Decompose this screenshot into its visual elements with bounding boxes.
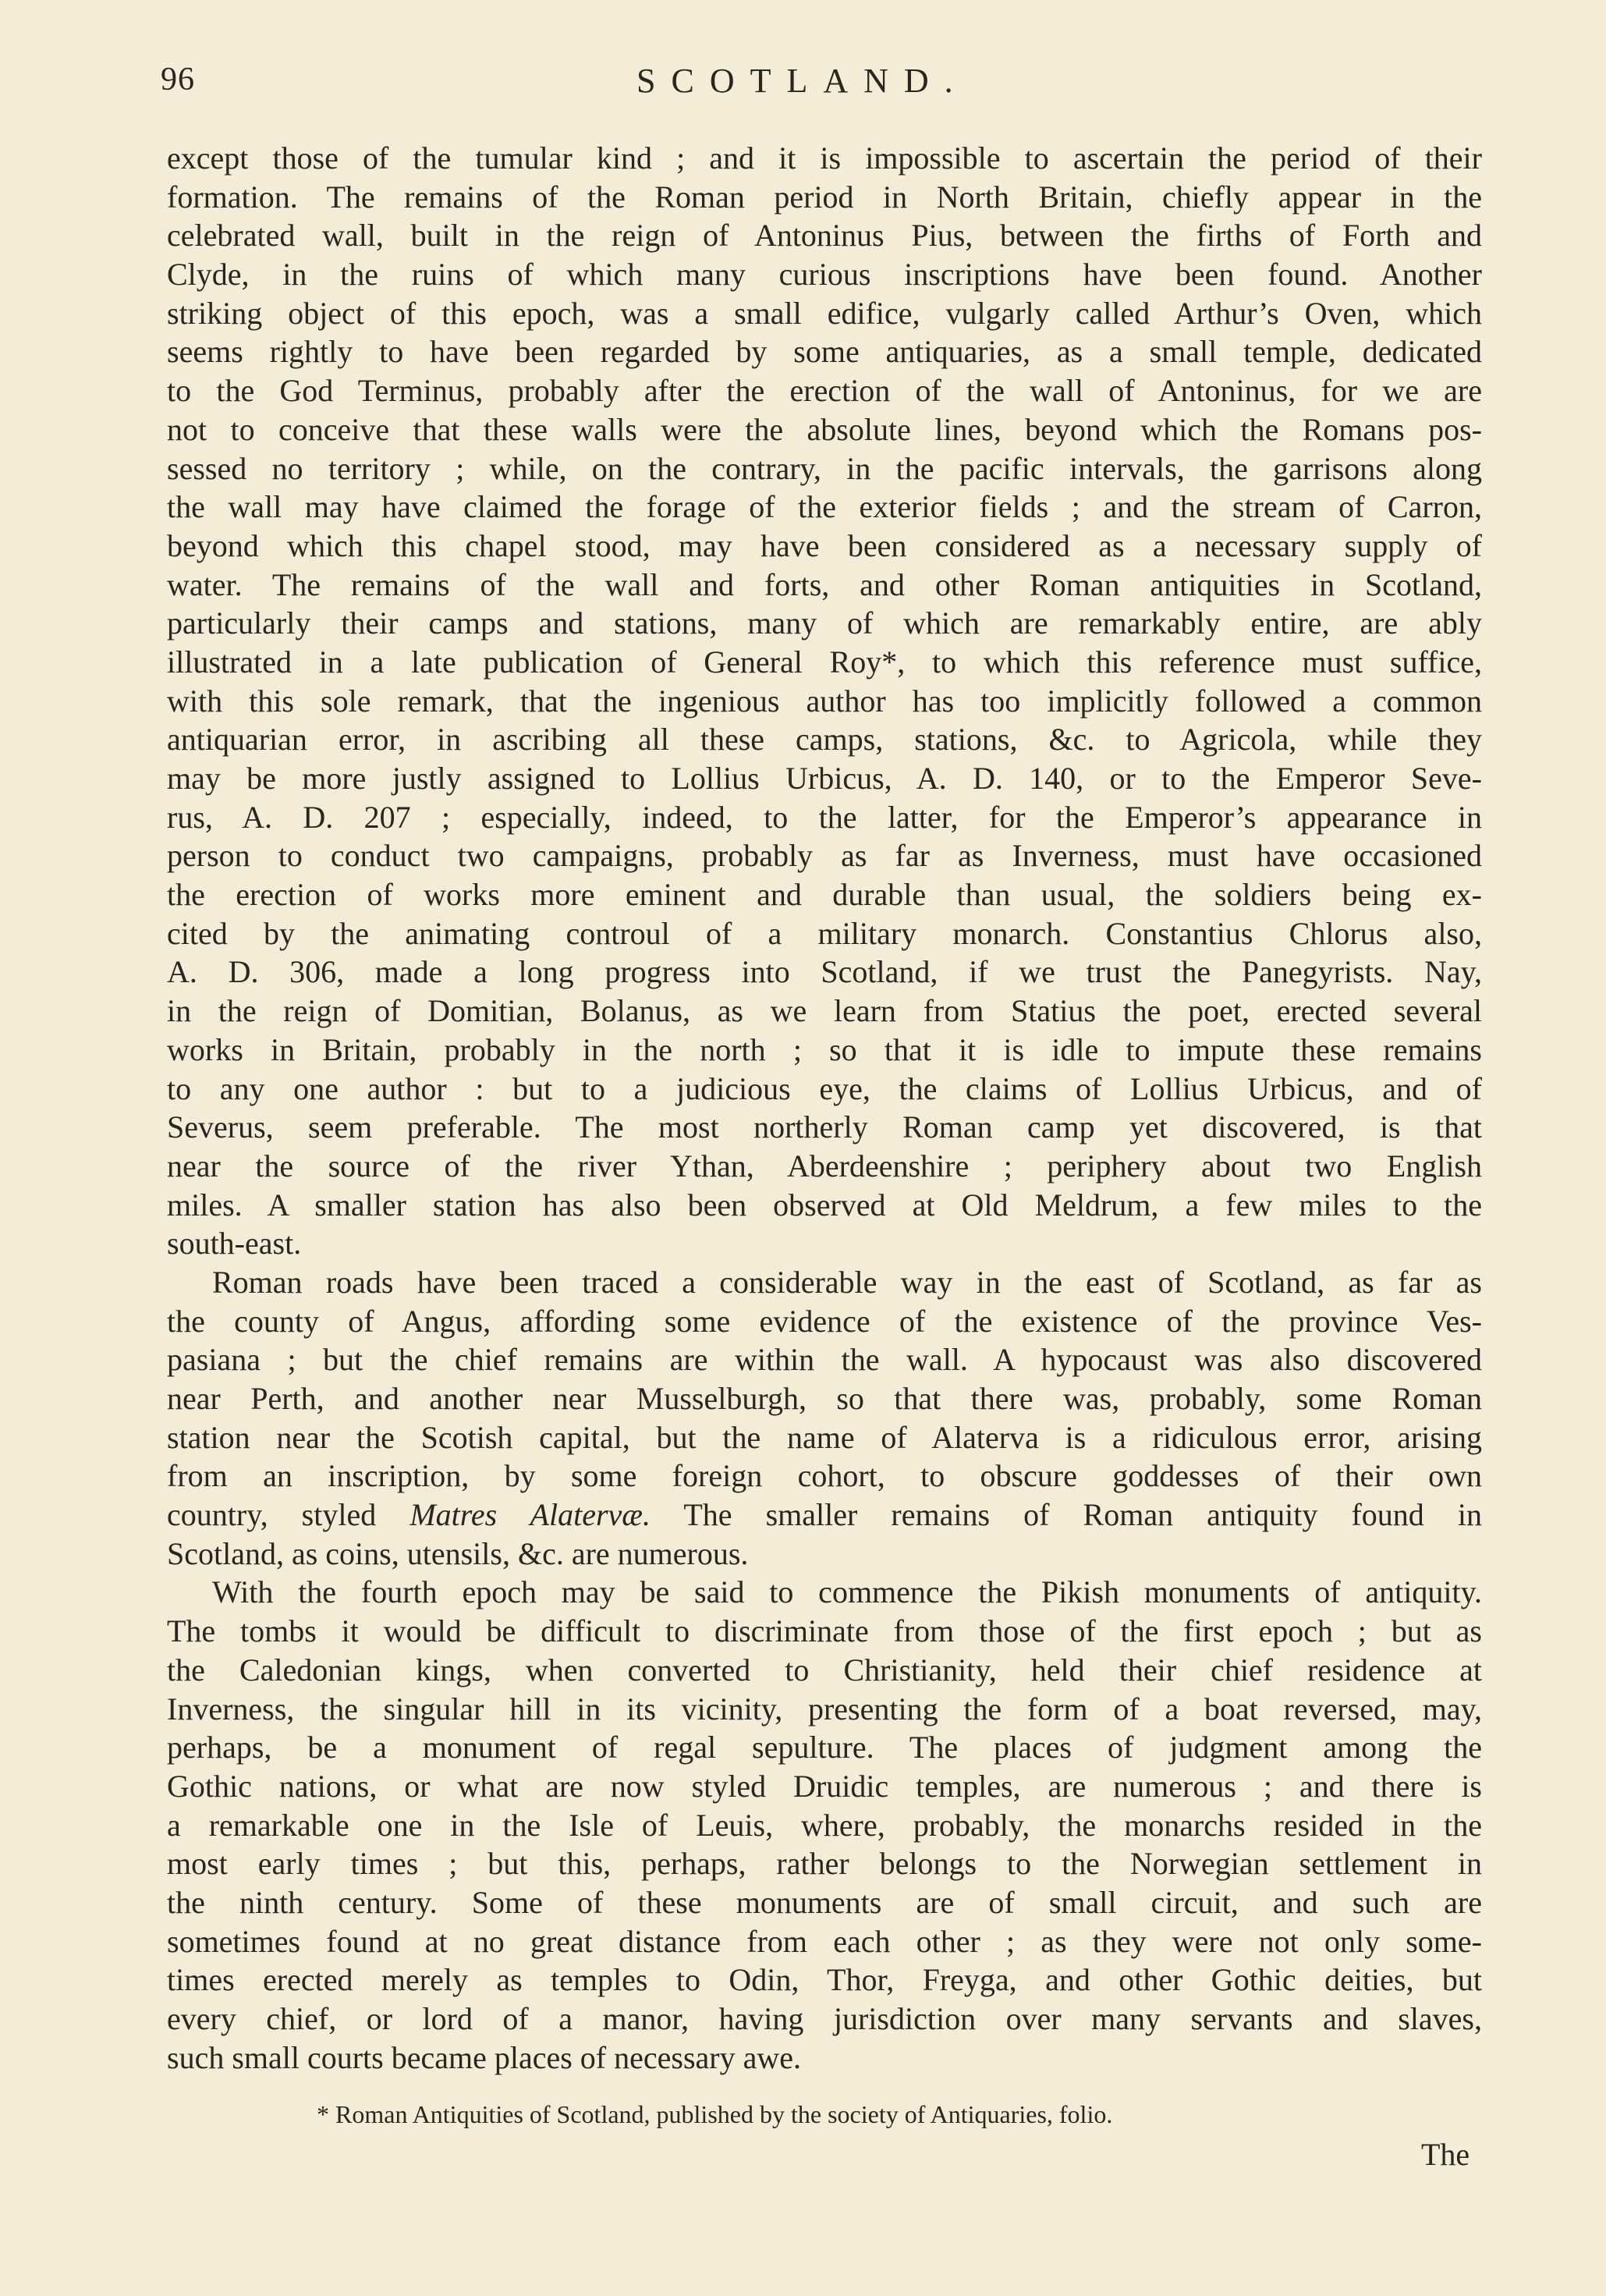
text-line: formation. The remains of the Roman period in North Britain, chiefly appear in the xyxy=(167,179,1482,215)
text-line: Inverness, the singular hill in its vicinity, presenting the form of a boat reversed, may, xyxy=(167,1691,1482,1726)
text-fragment: country, styled xyxy=(167,1497,377,1533)
text-line: A. D. 306, made a long progress into Scotland, if we trust the Panegyrists. Nay, xyxy=(167,954,1482,990)
text-line: to any one author : but to a judicious eye, the claims of Lollius Urbicus, and of xyxy=(167,1070,1482,1106)
text-line: water. The remains of the wall and forts, and other Roman antiquities in Scotland, xyxy=(167,566,1482,602)
text-line: times erected merely as temples to Odin, Thor, Freyga, and other Gothic deities, but xyxy=(167,1962,1482,1998)
text-line: the erection of works more eminent and durable than usual, the soldiers being ex- xyxy=(167,877,1482,913)
text-line: works in Britain, probably in the north ; so that it is idle to impute these remains xyxy=(167,1031,1482,1067)
text-line: not to conceive that these walls were the absolute lines, beyond which the Romans pos- xyxy=(167,411,1482,447)
text-line: Roman roads have been traced a considerable way in the east of Scotland, as far as xyxy=(212,1264,1482,1300)
text-line: most early times ; but this, perhaps, rather belongs to the Norwegian settlement in xyxy=(167,1846,1482,1882)
catchword: The xyxy=(1421,2137,1470,2172)
text-line: rus, A. D. 207 ; especially, indeed, to the latter, for the Emperor’s appearance in xyxy=(167,799,1482,835)
text-line: beyond which this chapel stood, may have been considered as a necessary supply of xyxy=(167,527,1482,563)
running-head: SCOTLAND. xyxy=(636,62,969,100)
text-line: to the God Terminus, probably after the erection of the wall of Antoninus, for we are xyxy=(167,373,1482,409)
text-line: the Caledonian kings, when converted to Christianity, held their chief residence at xyxy=(167,1652,1482,1687)
text-line: the ninth century. Some of these monuments are of small circuit, and such are xyxy=(167,1884,1482,1920)
text-line: sometimes found at no great distance from each other ; as they were not only some- xyxy=(167,1923,1482,1959)
text-line: striking object of this epoch, was a small edifice, vulgarly called Arthur’s Oven, which xyxy=(167,295,1482,331)
text-line: perhaps, be a monument of regal sepulture. The places of judgment among the xyxy=(167,1730,1482,1765)
text-line: With the fourth epoch may be said to commence the Pikish monuments of antiquity. xyxy=(212,1574,1482,1610)
text-line: cited by the animating controul of a military monarch. Constantius Chlorus also, xyxy=(167,915,1482,951)
text-line: pasiana ; but the chief remains are within the wall. A hypocaust was also discovered xyxy=(167,1342,1482,1378)
text-line: every chief, or lord of a manor, having jurisdiction over many servants and slaves, xyxy=(167,2001,1482,2036)
text-line: Scotland, as coins, utensils, &c. are numerous. xyxy=(167,1535,749,1571)
text-line: Severus, seem preferable. The most northerly Roman camp yet discovered, is that xyxy=(167,1109,1482,1145)
text-line: may be more justly assigned to Lollius Urbicus, A. D. 140, or to the Emperor Seve- xyxy=(167,761,1482,796)
text-line: illustrated in a late publication of General Roy*, to which this reference must suffice, xyxy=(167,644,1482,680)
italic-name: Matres Alatervæ. xyxy=(409,1497,651,1533)
text-line: from an inscription, by some foreign cohort, to obscure goddesses of their own xyxy=(167,1458,1482,1494)
page-number: 96 xyxy=(161,62,195,98)
text-fragment: The smaller remains of Roman antiquity found in xyxy=(650,1497,1482,1533)
text-line: the county of Angus, affording some evidence of the existence of the province Ves- xyxy=(167,1303,1482,1339)
text-line-with-italic xyxy=(167,1496,1482,1535)
text-line: except those of the tumular kind ; and it is impossible to ascertain the period of their xyxy=(167,140,1482,176)
footnote: * Roman Antiquities of Scotland, published by the society of Antiquaries, folio. xyxy=(317,2100,1113,2128)
text-line: Gothic nations, or what are now styled Druidic temples, are numerous ; and there is xyxy=(167,1768,1482,1804)
text-line: with this sole remark, that the ingenious author has too implicitly followed a common xyxy=(167,683,1482,719)
text-line: The tombs it would be difficult to discriminate from those of the first epoch ; but as xyxy=(167,1613,1482,1649)
text-line: a remarkable one in the Isle of Leuis, where, probably, the monarchs resided in the xyxy=(167,1807,1482,1843)
text-line: particularly their camps and stations, many of which are remarkably entire, are ably xyxy=(167,605,1482,641)
text-line: near the source of the river Ythan, Aberdeenshire ; periphery about two English xyxy=(167,1148,1482,1183)
text-line: seems rightly to have been regarded by some antiquaries, as a small temple, dedicated xyxy=(167,334,1482,370)
text-line: near Perth, and another near Musselburgh, so that there was, probably, some Roman xyxy=(167,1381,1482,1416)
text-line: person to conduct two campaigns, probably as far as Inverness, must have occasioned xyxy=(167,838,1482,874)
text-line: sessed no territory ; while, on the contrary, in the pacific intervals, the garrisons along xyxy=(167,450,1482,486)
text-line: such small courts became places of necessary awe. xyxy=(167,2039,801,2075)
body-text xyxy=(167,139,1482,2077)
text-line: miles. A smaller station has also been observed at Old Meldrum, a few miles to the xyxy=(167,1187,1482,1223)
text-line: antiquarian error, in ascribing all these camps, stations, &c. to Agricola, while they xyxy=(167,722,1482,758)
text-line: south-east. xyxy=(167,1226,302,1262)
text-line: station near the Scotish capital, but the name of Alaterva is a ridiculous error, arising xyxy=(167,1419,1482,1455)
text-line: celebrated wall, built in the reign of Antoninus Pius, between the firths of Forth and xyxy=(167,218,1482,254)
text-line: Clyde, in the ruins of which many curious inscriptions have been found. Another xyxy=(167,257,1482,293)
text-line: the wall may have claimed the forage of the exterior fields ; and the stream of Carron, xyxy=(167,489,1482,525)
text-line: in the reign of Domitian, Bolanus, as we learn from Statius the poet, erected several xyxy=(167,993,1482,1029)
